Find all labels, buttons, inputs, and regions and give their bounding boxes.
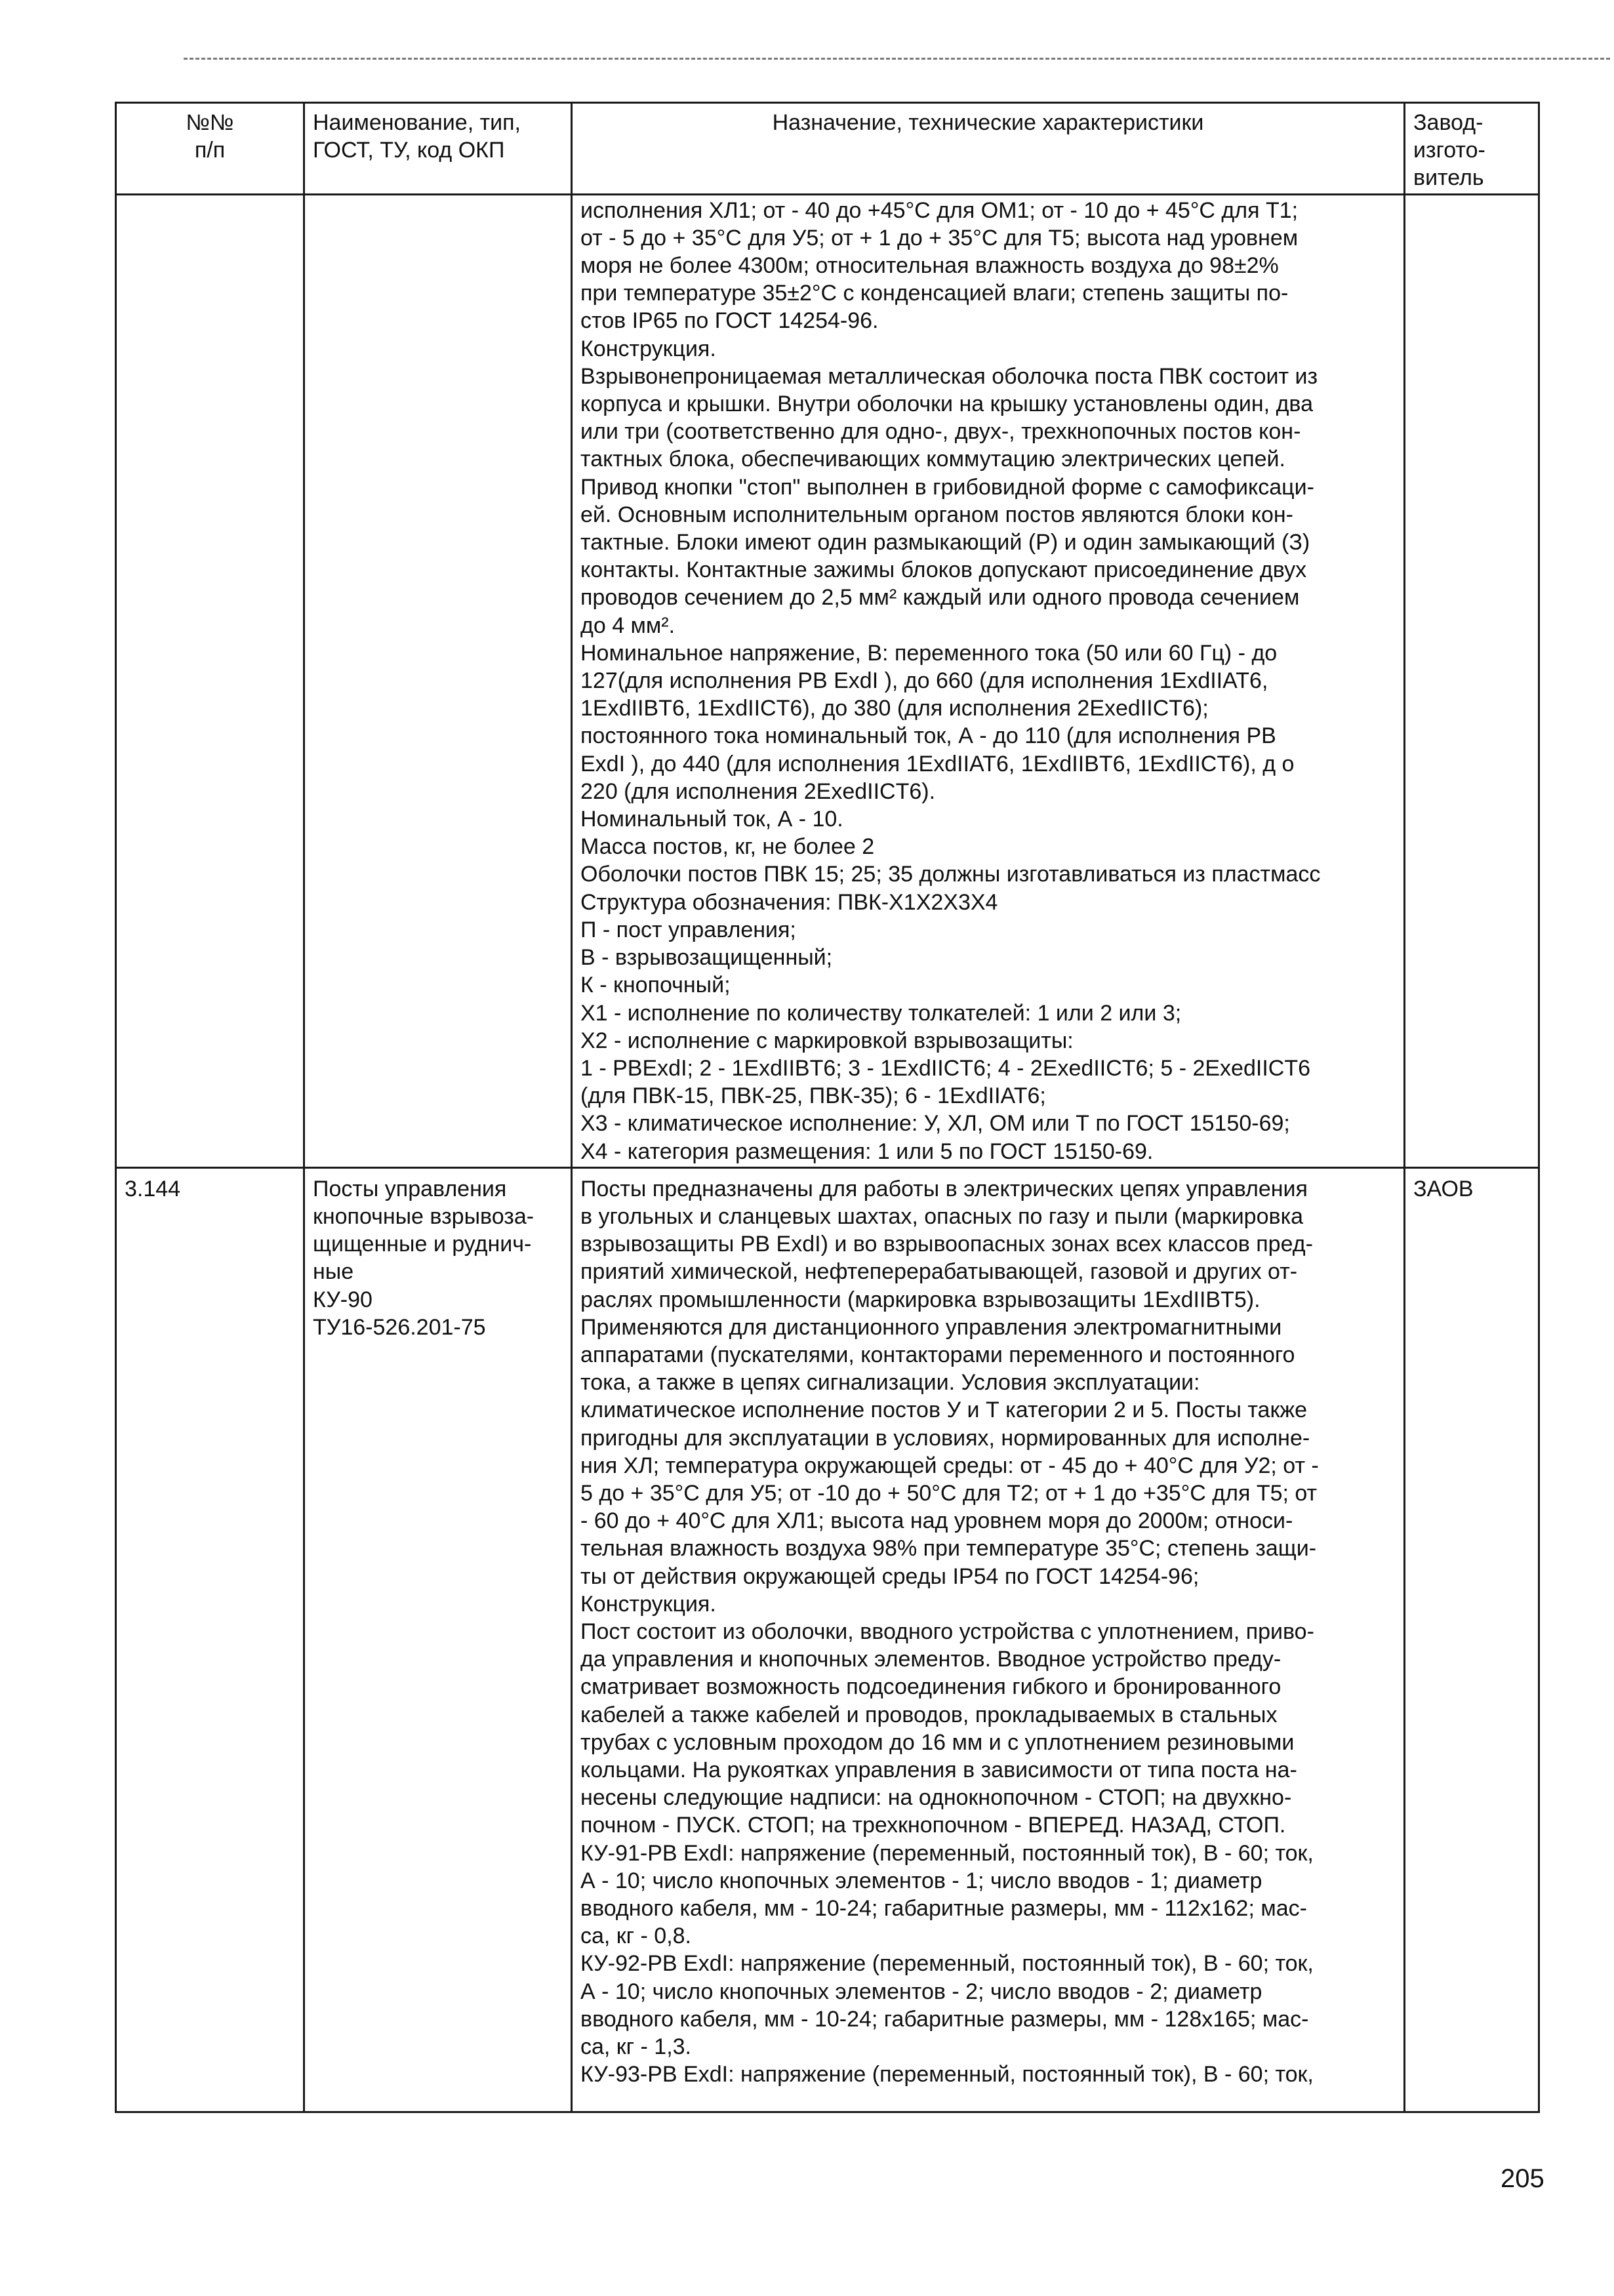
header-purpose: Назначение, технические характеристики bbox=[572, 103, 1405, 195]
row-description: Посты предназначены для работы в электрических цепях управления в угольных и сланцевых шахтах, опасных по газу и пыли (маркировка взрывозащиты РВ ExdI) и во взрывоопасных зонах всех классов пред- приятий химической, нефтеперерабатывающей, газовой и других от- раслях промышленности (маркировка взрывозащиты 1ExdIIBT5). Применяются для дистанционного управления электромагнитными аппаратами (пускателями, контакторами переменного и постоянного тока, а также в цепях сигнализации. Условия эксплуатации: климатическое исполнение постов У и Т категории 2 и 5. Посты также пригодны для эксплуатации в условиях, нормированных для исполне- ния ХЛ; температура окружающей среды: от - 45 до + 40°С для У2; от - 5 до + 35°С для У5; от -10 до + 50°С для Т2; от + 1 до +35°С для Т5; от - 60 до + 40°С для ХЛ1; высота над уровнем моря до 2000м; относи- тельная влажность воздуха 98% при температуре 35°С; степень защи- ты от действия окружающей среды IP54 по ГОСТ 14254-96; Конструкция. Пост состоит из оболочки, вводного устройства с уплотнением, приво- да управления и кнопочных элементов. Вводное устройство преду- сматривает возможность подсоединения гибкого и бронированного кабелей а также кабелей и проводов, прокладываемых в стальных трубах с условным проходом до 16 мм и с уплотнением резиновыми кольцами. На рукоятках управления в зависимости от типа поста на- несены следующие надписи: на однокнопочном - СТОП; на двухкно- почном - ПУСК. СТОП; на трехкнопочном - ВПЕРЕД. НАЗАД, СТОП. КУ-91-РВ ExdI: напряжение (переменный, постоянный ток), В - 60; ток, А - 10; число кнопочных элементов - 1; число вводов - 1; диаметр вводного кабеля, мм - 10-24; габаритные размеры, мм - 112х162; мас- са, кг - 0,8. КУ-92-РВ ExdI: напряжение (переменный, постоянный ток), В - 60; ток, А - 10; число кнопочных элементов - 2; число вводов - 2; диаметр вводного кабеля, мм - 10-24; габаритные размеры, мм - 128х165; мас- са, кг - 1,3. КУ-93-РВ ExdI: напряжение (переменный, постоянный ток), В - 60; ток, bbox=[572, 1167, 1405, 2112]
row-manufacturer: ЗАОВ bbox=[1405, 1167, 1539, 2112]
table-row bbox=[116, 194, 1539, 1167]
row-number bbox=[116, 194, 304, 1167]
row-manufacturer bbox=[1405, 194, 1539, 1167]
table-header-row bbox=[116, 103, 1539, 195]
header-manufacturer: Завод- изгото- витель bbox=[1405, 103, 1539, 195]
scan-artifact-line bbox=[184, 58, 1610, 60]
row-name bbox=[304, 194, 572, 1167]
table-row bbox=[116, 1167, 1539, 2112]
header-name: Наименование, тип, ГОСТ, ТУ, код ОКП bbox=[304, 103, 572, 195]
row-description: исполнения ХЛ1; от - 40 до +45°С для ОМ1; от - 10 до + 45°С для Т1; от - 5 до + 35°С для У5; от + 1 до + 35°С для Т5; высота над уровнем моря не более 4300м; относительная влажность воздуха до 98±2% при температуре 35±2°С с конденсацией влаги; степень защиты по- стов IP65 по ГОСТ 14254-96. Конструкция. Взрывонепроницаемая металлическая оболочка поста ПВК состоит из корпуса и крышки. Внутри оболочки на крышку установлены один, два или три (соответственно для одно-, двух-, трехкнопочных постов кон- тактных блока, обеспечивающих коммутацию электрических цепей. Привод кнопки "стоп" выполнен в грибовидной форме с самофиксаци- ей. Основным исполнительным органом постов являются блоки кон- тактные. Блоки имеют один размыкающий (Р) и один замыкающий (З) контакты. Контактные зажимы блоков допускают присоединение двух проводов сечением до 2,5 мм² каждый или одного провода сечением до 4 мм². Номинальное напряжение, В: переменного тока (50 или 60 Гц) - до 127(для исполнения РВ ExdI ), до 660 (для исполнения 1ExdIIAT6, 1ExdIIBT6, 1ExdIICT6), до 380 (для исполнения 2ExedIICT6); постоянного тока номинальный ток, А - до 110 (для исполнения РВ ExdI ), до 440 (для исполнения 1ExdIIAT6, 1ExdIIBT6, 1ExdIICT6), д о 220 (для исполнения 2ExedIICT6). Номинальный ток, А - 10. Масса постов, кг, не более 2 Оболочки постов ПВК 15; 25; 35 должны изготавливаться из пластмасс Структура обозначения: ПВК-Х1Х2Х3Х4 П - пост управления; В - взрывозащищенный; К - кнопочный; Х1 - исполнение по количеству толкателей: 1 или 2 или 3; Х2 - исполнение с маркировкой взрывозащиты: 1 - PBExdI; 2 - 1ExdIIBT6; 3 - 1ExdIICT6; 4 - 2ExedIICT6; 5 - 2ExedIICT6 (для ПВК-15, ПВК-25, ПВК-35); 6 - 1ExdIIAT6; Х3 - климатическое исполнение: У, ХЛ, ОМ или Т по ГОСТ 15150-69; Х4 - категория размещения: 1 или 5 по ГОСТ 15150-69. bbox=[572, 194, 1405, 1167]
row-number: 3.144 bbox=[116, 1167, 304, 2112]
row-name: Посты управления кнопочные взрывоза- щищенные и руднич- ные КУ-90 ТУ16-526.201-75 bbox=[304, 1167, 572, 2112]
header-number: №№ п/п bbox=[116, 103, 304, 195]
spec-table bbox=[115, 102, 1540, 2113]
page-number: 205 bbox=[1501, 2164, 1544, 2193]
